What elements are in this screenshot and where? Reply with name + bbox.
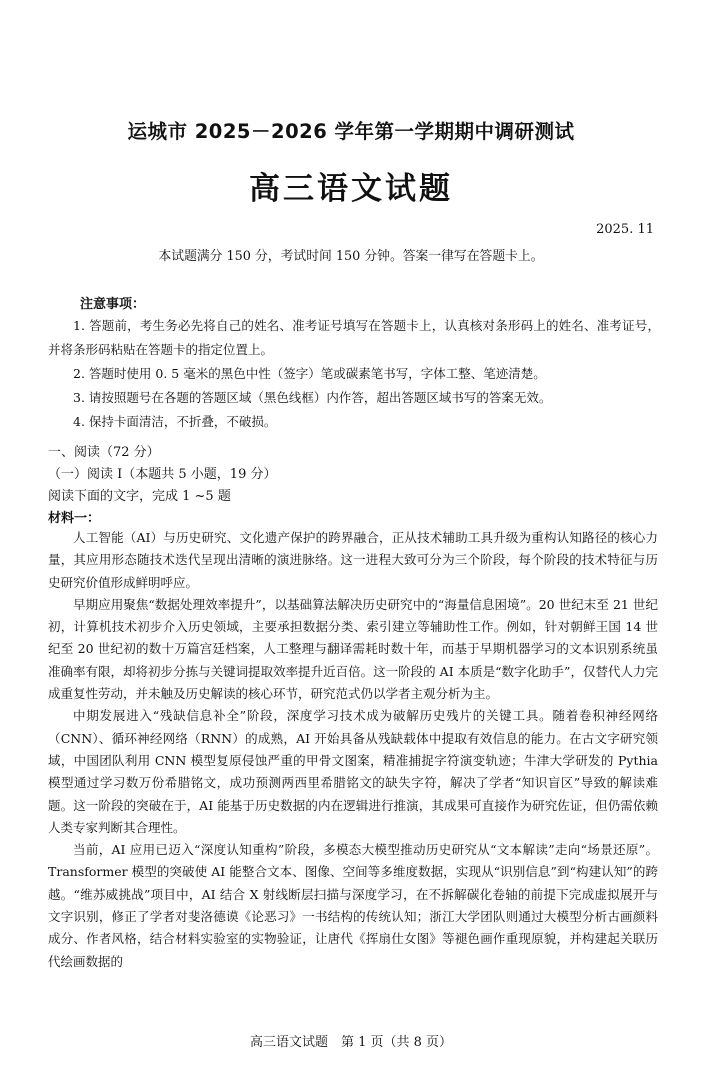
section-heading: 一、阅读（72 分） bbox=[48, 445, 160, 460]
exam-date: 2025. 11 bbox=[596, 222, 654, 237]
exam-title: 运城市 2025－2026 学年第一学期期中调研测试 bbox=[127, 120, 575, 143]
notice-heading: 注意事项： bbox=[80, 297, 146, 312]
page-footer: 高三语文试题 第 1 页（共 8 页） bbox=[249, 1035, 453, 1050]
notice-item: 1. 答题前，考生务必先将自己的姓名、准考证号填写在答题卡上，认真核对条形码上的姓名、准考证号，并将条形码粘贴在答题卡的指定位置上。 bbox=[48, 318, 660, 357]
notice-item: 4. 保持卡面清洁，不折叠，不破损。 bbox=[73, 414, 277, 429]
subsection-heading: （一）阅读 Ⅰ（本题共 5 小题，19 分） bbox=[48, 467, 277, 482]
paragraph: 人工智能（AI）与历史研究、文化遗产保护的跨界融合，正从技术辅助工具升级为重构认知路径的核心力量，其应用形态随技术迭代呈现出清晰的演进脉络。这一进程大致可分为三个阶段，每个阶段的技术特征与历史研究价值形成鲜明呼应。 bbox=[48, 530, 658, 590]
paragraph: 中期发展进入“残缺信息补全”阶段，深度学习技术成为破解历史残片的关键工具。随着卷积神经网络（CNN）、循环神经网络（RNN）的成熟，AI 开始具备从残缺载体中提取有效信息的能力。在古文字研究领域，中国团队利用 CNN 模型复原侵蚀严重的甲骨文图案，精准捕捉字符演变轨迹；牛津大学研发的 Pythia 模型通过学习数万份希腊铭文，成功预测两西里希腊铭文的缺失字符，解决了学者“知识盲区”导致的解读难题。这一阶段的突破在于，AI 能基于历史数据的内在逻辑进行推演，其成果可直接作为研究佐证，但仍需依赖人类专家判断其合理性。 bbox=[48, 708, 658, 835]
material-label: 材料一： bbox=[48, 511, 101, 526]
reading-instruction: 阅读下面的文字，完成 1 ~5 题 bbox=[48, 489, 231, 504]
notice-item: 2. 答题时使用 0. 5 毫米的黑色中性（签字）笔或碳素笔书写，字体工整、笔迹清楚。 bbox=[73, 366, 546, 381]
exam-intro: 本试题满分 150 分，考试时间 150 分钟。答案一律写在答题卡上。 bbox=[158, 249, 544, 264]
notice-list bbox=[48, 314, 660, 434]
notice-item: 3. 请按照题号在各题的答题区域（黑色线框）内作答，超出答题区域书写的答案无效。 bbox=[73, 390, 552, 405]
paragraph: 早期应用聚焦“数据处理效率提升”，以基础算法解决历史研究中的“海量信息困境”。20 世纪末至 21 世纪初，计算机技术初步介入历史领域，主要承担数据分类、索引建立等辅助性工作。例如，针对朝鲜王国 14 世纪至 20 世纪初的数十万篇宫廷档案，人工整理与翻译需耗时数十年，而基于早期机器学习的文本识别系统虽准确率有限，却将初步分拣与关键词提取效率提升近百倍。这一阶段的 AI 本质是“数字化助手”，仅替代人力完成重复性劳动，并未触及历史解读的核心环节，研究范式仍以学者主观分析为主。 bbox=[48, 596, 658, 702]
material-text bbox=[48, 527, 658, 973]
paragraph: 当前，AI 应用已迈入“深度认知重构”阶段，多模态大模型推动历史研究从“文本解读”走向“场景还原”。Transformer 模型的突破使 AI 能整合文本、图像、空间等多维度数据，实现从“识别信息”到“构建认知”的跨越。“维苏威挑战”项目中，AI 结合 X 射线断层扫描与深度学习，在不拆解碳化卷轴的前提下完成虚拟展开与文字识别，修正了学者对斐洛德谟《论恶习》一书结构的传统认知；浙江大学团队则通过大模型分析古画颜料成分、作者风格，结合材料实验室的实物验证，让唐代《挥扇仕女图》等褪色画作重现原貌，并构建起关联历代绘画数据的 bbox=[48, 842, 658, 969]
subject-title: 高三语文试题 bbox=[249, 171, 453, 207]
